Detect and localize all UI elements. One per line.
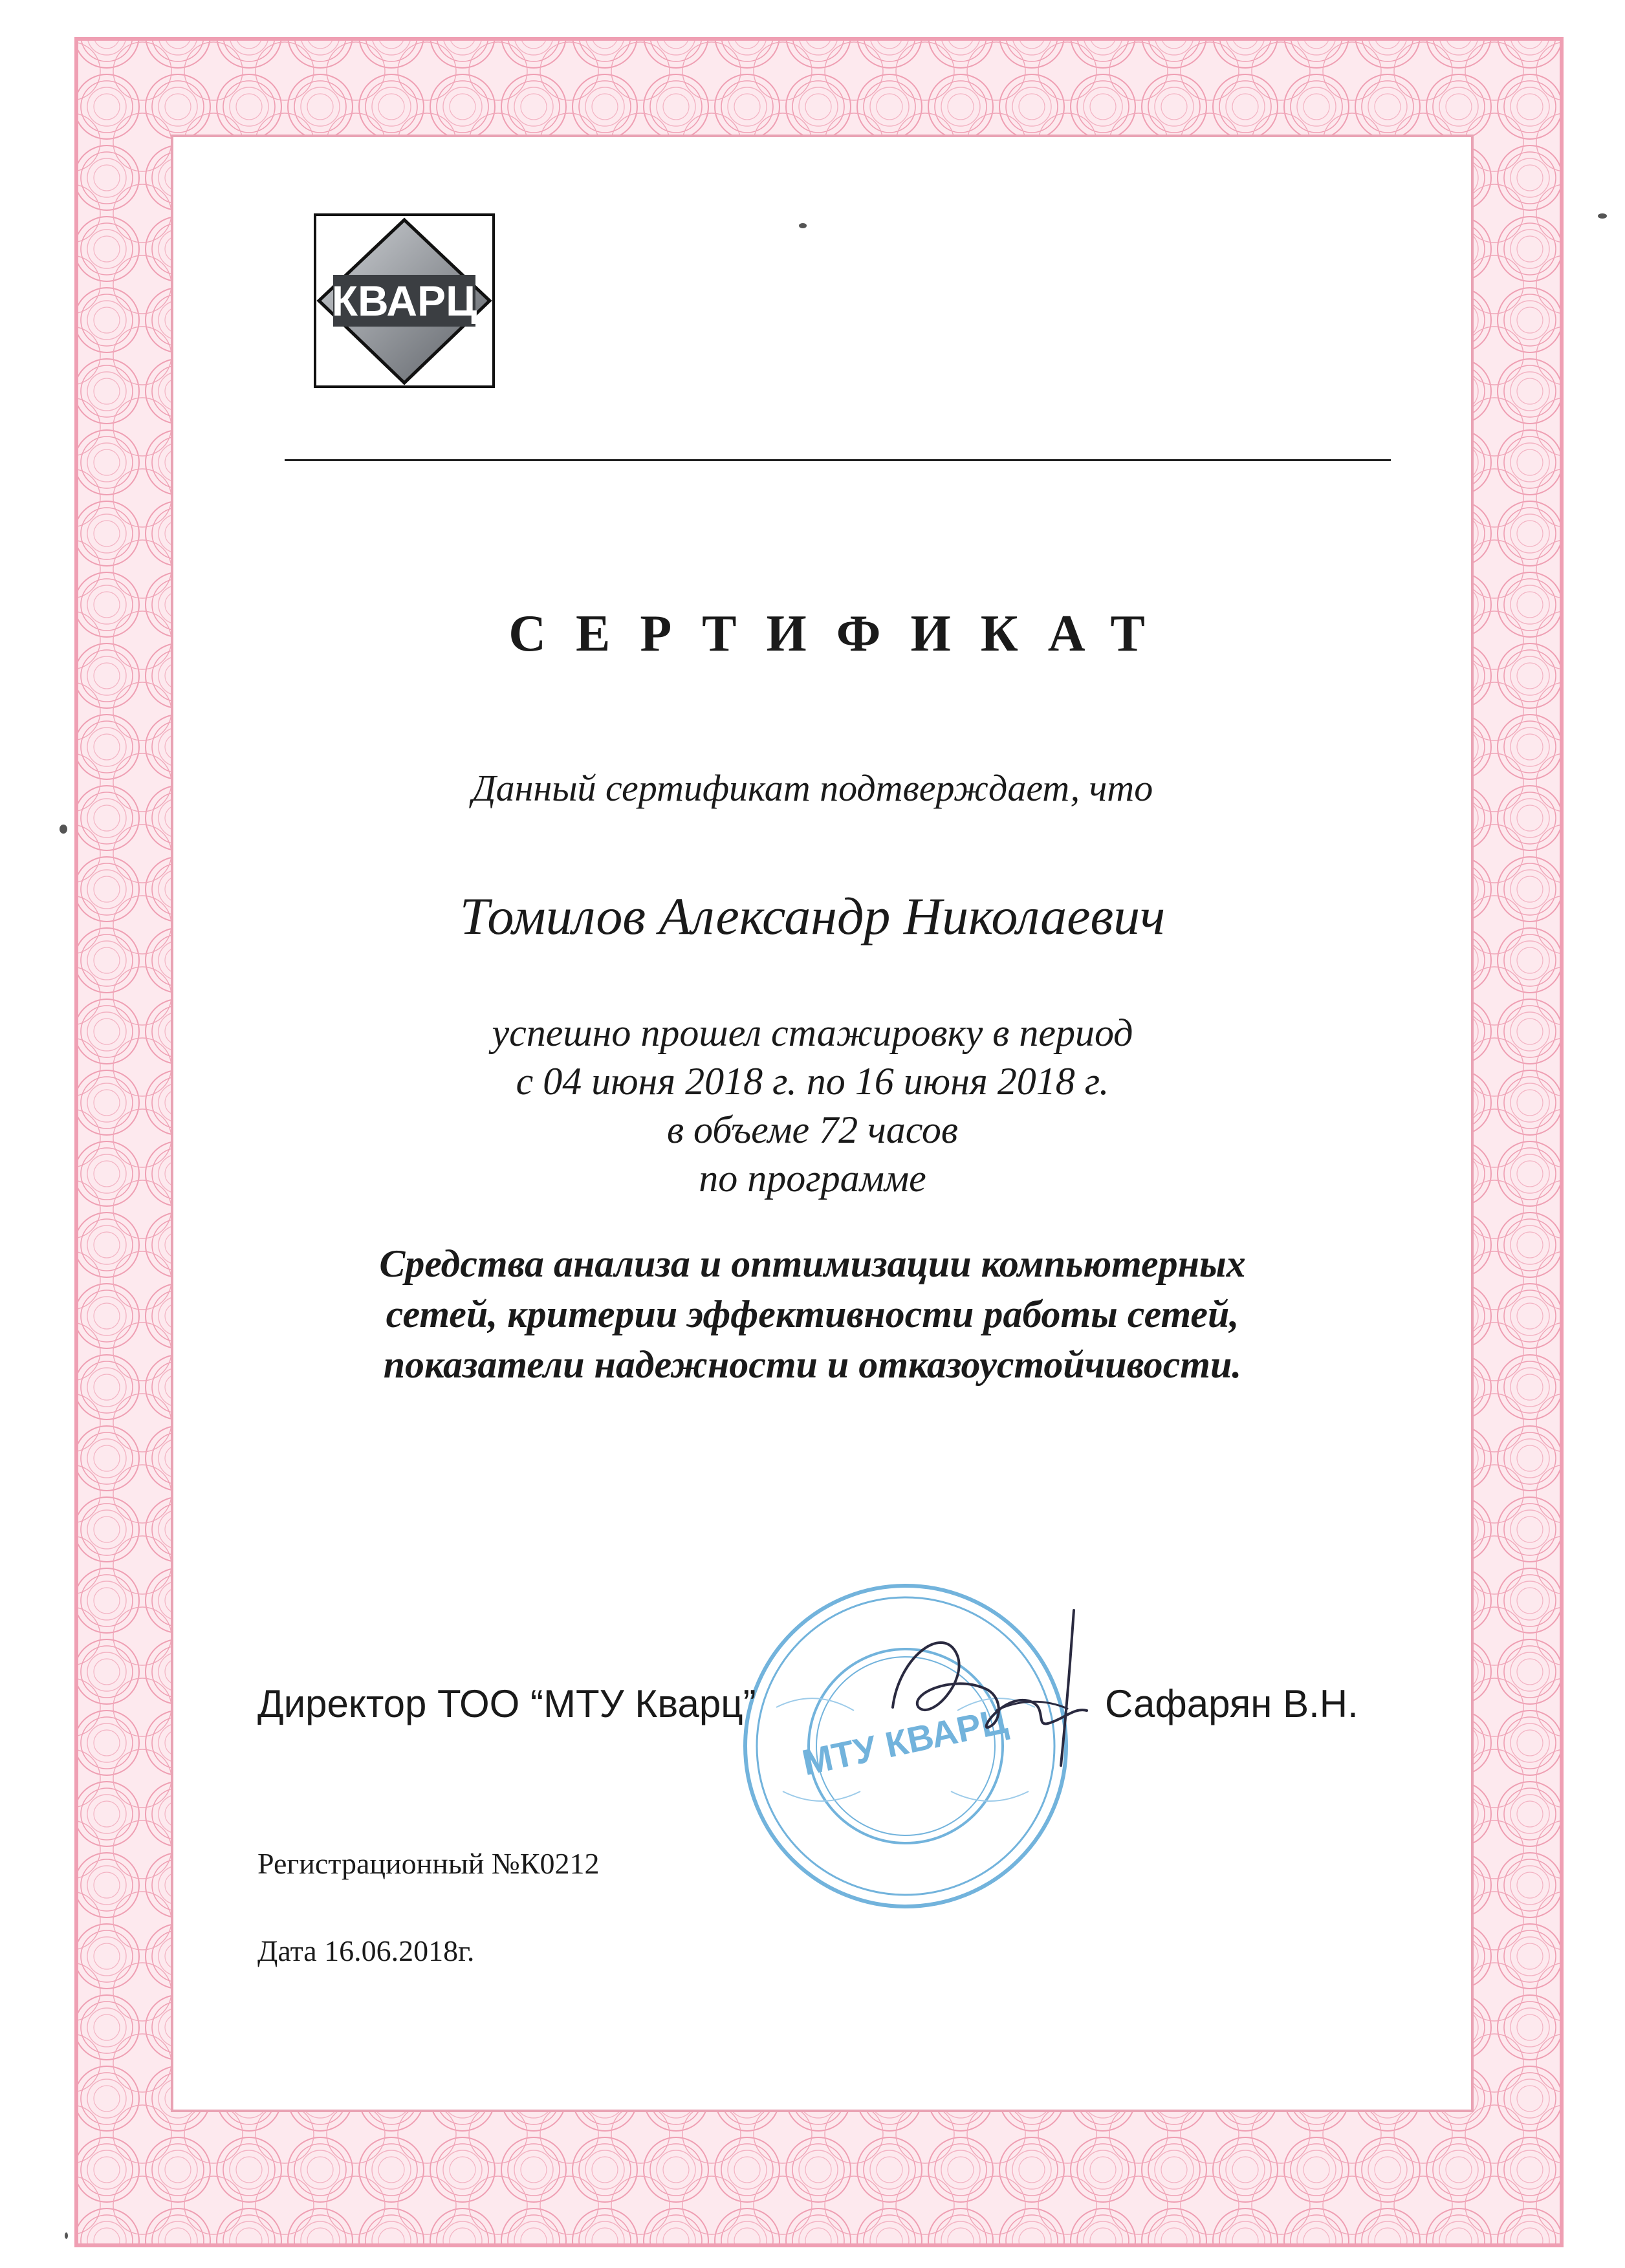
period-line: с 04 июня 2018 г. по 16 июня 2018 г.: [516, 1060, 1109, 1103]
program-line: показатели надежности и отказоустойчивости.: [383, 1343, 1242, 1386]
issue-date: Дата 16.06.2018г.: [257, 1934, 475, 1967]
scan-speck: [1598, 213, 1607, 219]
program-line: Средства анализа и оптимизации компьютерных: [379, 1242, 1246, 1285]
program-title: [0, 1238, 1625, 1390]
director-name: Сафарян В.Н.: [1105, 1682, 1358, 1725]
internship-line: успешно прошел стажировку в период: [492, 1011, 1133, 1054]
signature-icon: [841, 1597, 1139, 1791]
scan-speck: [65, 2232, 68, 2239]
scan-speck: [60, 825, 67, 834]
program-label: по программе: [699, 1157, 926, 1200]
stamp-text: МТУ КВАРЦ: [798, 1700, 1011, 1783]
program-line: сетей, критерии эффективности работы сетей,: [386, 1293, 1239, 1335]
internship-details: [0, 1009, 1625, 1203]
certificate-title: СЕРТИФИКАТ: [508, 605, 1175, 662]
hours-line: в объеме 72 часов: [667, 1108, 958, 1151]
logo-text: КВАРЦ: [331, 277, 477, 325]
scan-speck: [799, 223, 807, 228]
header-divider: [285, 459, 1391, 461]
confirmation-text: Данный сертификат подтверждает, что: [472, 767, 1153, 809]
registration-number: Регистрационный №К0212: [257, 1847, 600, 1880]
kvarc-logo-icon: [314, 213, 495, 388]
recipient-name: Томилов Александр Николаевич: [459, 887, 1166, 945]
director-title: Директор ТОО “МТУ Кварц”: [257, 1682, 756, 1725]
